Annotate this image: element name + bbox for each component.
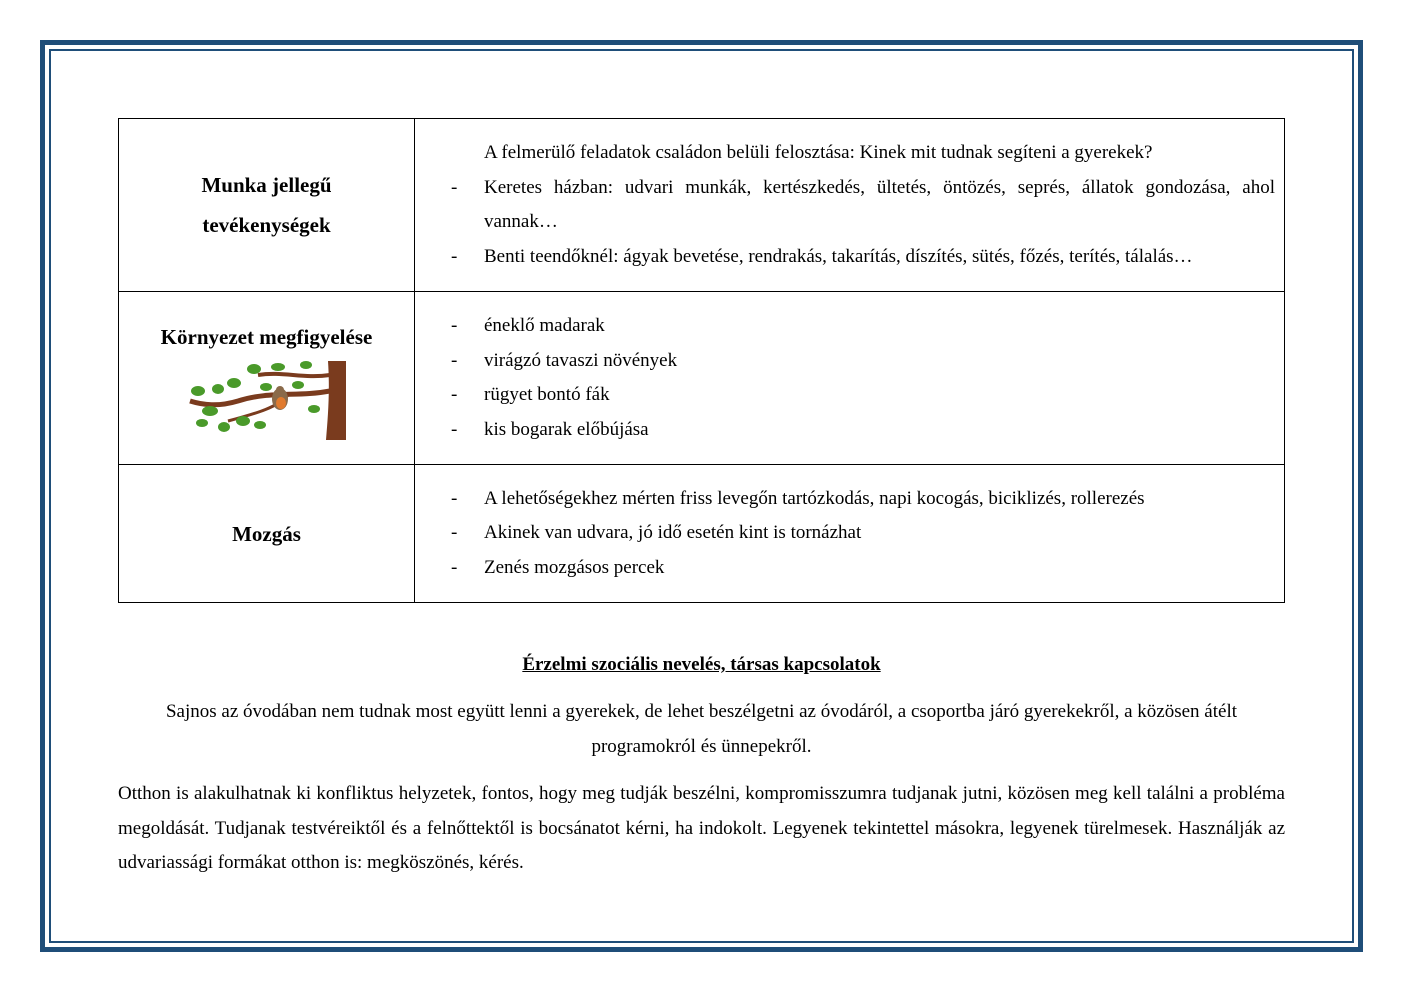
row-content-cell bbox=[415, 465, 1285, 603]
list-item: - Benti teendőknél: ágyak bevetése, rendrakás, takarítás, díszítés, sütés, főzés, terítés, tálalás… bbox=[451, 240, 1275, 275]
row-label-line: Mozgás bbox=[232, 521, 301, 546]
row-label-cell bbox=[119, 292, 415, 465]
row-label-line: Környezet megfigyelése bbox=[160, 324, 373, 349]
row-label-line: tevékenységek bbox=[202, 213, 331, 237]
list-item: - Akinek van udvara, jó idő esetén kint is tornázhat bbox=[451, 516, 1275, 551]
list-item: - Keretes házban: udvari munkák, kertészkedés, ültetés, öntözés, seprés, állatok gondozása, ahol vannak… bbox=[451, 171, 1275, 240]
list-item: - Zenés mozgásos percek bbox=[451, 551, 1275, 586]
row-content-cell bbox=[415, 292, 1285, 465]
activity-list bbox=[451, 136, 1275, 274]
row-label-line: Munka jellegű bbox=[201, 173, 332, 197]
activity-list bbox=[451, 309, 1275, 447]
list-item: - virágzó tavaszi növények bbox=[451, 344, 1275, 379]
activity-list bbox=[451, 482, 1275, 586]
table-row bbox=[119, 292, 1285, 465]
section-heading: Érzelmi szociális nevelés, társas kapcsolatok bbox=[522, 654, 881, 675]
paragraph: Sajnos az óvodában nem tudnak most együtt lenni a gyerekek, de lehet beszélgetni az óvodáról, a csoportba járó gyerekekről, a közösen átélt programokról és ünnepekről. bbox=[165, 701, 1237, 757]
paragraph: Otthon is alakulhatnak ki konfliktus helyzetek, fontos, hogy meg tudják beszélni, kompromisszumra tudjanak jutni, közösen meg kell találni a probléma megoldását. Tudjanak testvéreiktől és a felnőttektől is bocsánatot kérni, ha indokolt. Legyenek tekintettel másokra, legyenek türelmesek. Használják az udvariassági formákat otthon is: megköszönés, kérés. bbox=[118, 783, 1285, 873]
row-content-cell bbox=[415, 119, 1285, 292]
table-row bbox=[119, 465, 1285, 603]
row-label-cell bbox=[119, 465, 415, 603]
list-item: - A lehetőségekhez mérten friss levegőn tartózkodás, napi kocogás, biciklizés, rollerezés bbox=[451, 482, 1275, 517]
row-label-cell bbox=[119, 119, 415, 292]
list-item: - rügyet bontó fák bbox=[451, 378, 1275, 413]
list-item: - kis bogarak előbújása bbox=[451, 413, 1275, 448]
list-item: A felmerülő feladatok családon belüli felosztása: Kinek mit tudnak segíteni a gyerekek? bbox=[484, 142, 1153, 163]
list-item: - éneklő madarak bbox=[451, 309, 1275, 344]
activities-table bbox=[118, 118, 1285, 603]
table-row bbox=[119, 119, 1285, 292]
tree-with-bird-illustration bbox=[188, 361, 346, 440]
